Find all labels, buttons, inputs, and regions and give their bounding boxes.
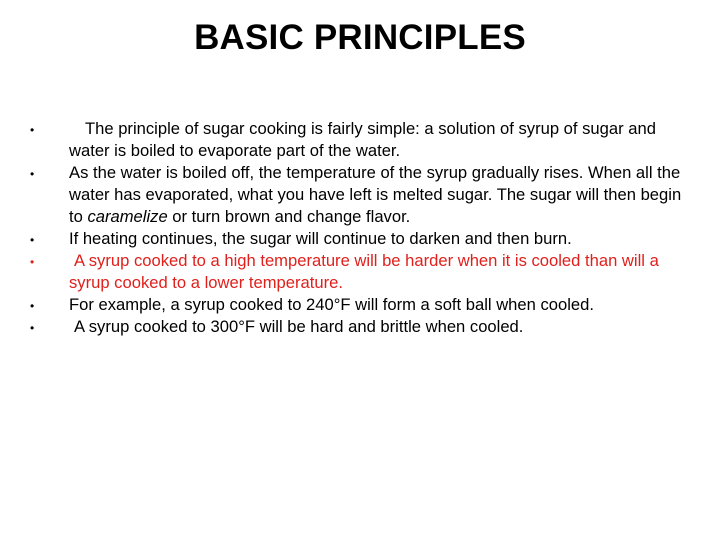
bullet-marker: • [30, 167, 35, 181]
bullet-marker: • [30, 255, 35, 269]
bullet-text: The principle of sugar cooking is fairly simple: a solution of syrup of sugar and water is boiled to evaporate part of the water. [69, 119, 656, 160]
bullet-text: If heating continues, the sugar will continue to darken and then burn. [69, 229, 572, 248]
bullet-item-water-boiled-off [30, 162, 690, 228]
bullet-text-before: As the water is boiled off, the temperature of the syrup gradually rises. When all the water has evaporated, what you have left is melted sugar. The sugar will then begin to [69, 163, 682, 226]
bullet-text-italic: caramelize [87, 207, 168, 226]
bullet-marker: • [30, 123, 35, 137]
bullet-item-240f-soft-ball [30, 294, 690, 316]
bullet-list [30, 118, 690, 338]
bullet-text: A syrup cooked to a high temperature will be harder when it is cooled than will a syrup cooked to a lower temperature. [69, 251, 659, 292]
bullet-item-high-temperature-harder [30, 250, 690, 294]
bullet-text-after: or turn brown and change flavor. [167, 207, 411, 226]
bullet-item-heating-continues [30, 228, 690, 250]
bullet-marker: • [30, 233, 35, 247]
bullet-marker: • [30, 299, 35, 313]
slide-title: BASIC PRINCIPLES [194, 18, 526, 57]
bullet-marker: • [30, 321, 35, 335]
bullet-item-sugar-cooking-principle [30, 118, 690, 162]
bullet-text: For example, a syrup cooked to 240°F will form a soft ball when cooled. [69, 295, 594, 314]
bullet-text: A syrup cooked to 300°F will be hard and brittle when cooled. [74, 317, 524, 336]
bullet-item-300f-hard-brittle [30, 316, 690, 338]
